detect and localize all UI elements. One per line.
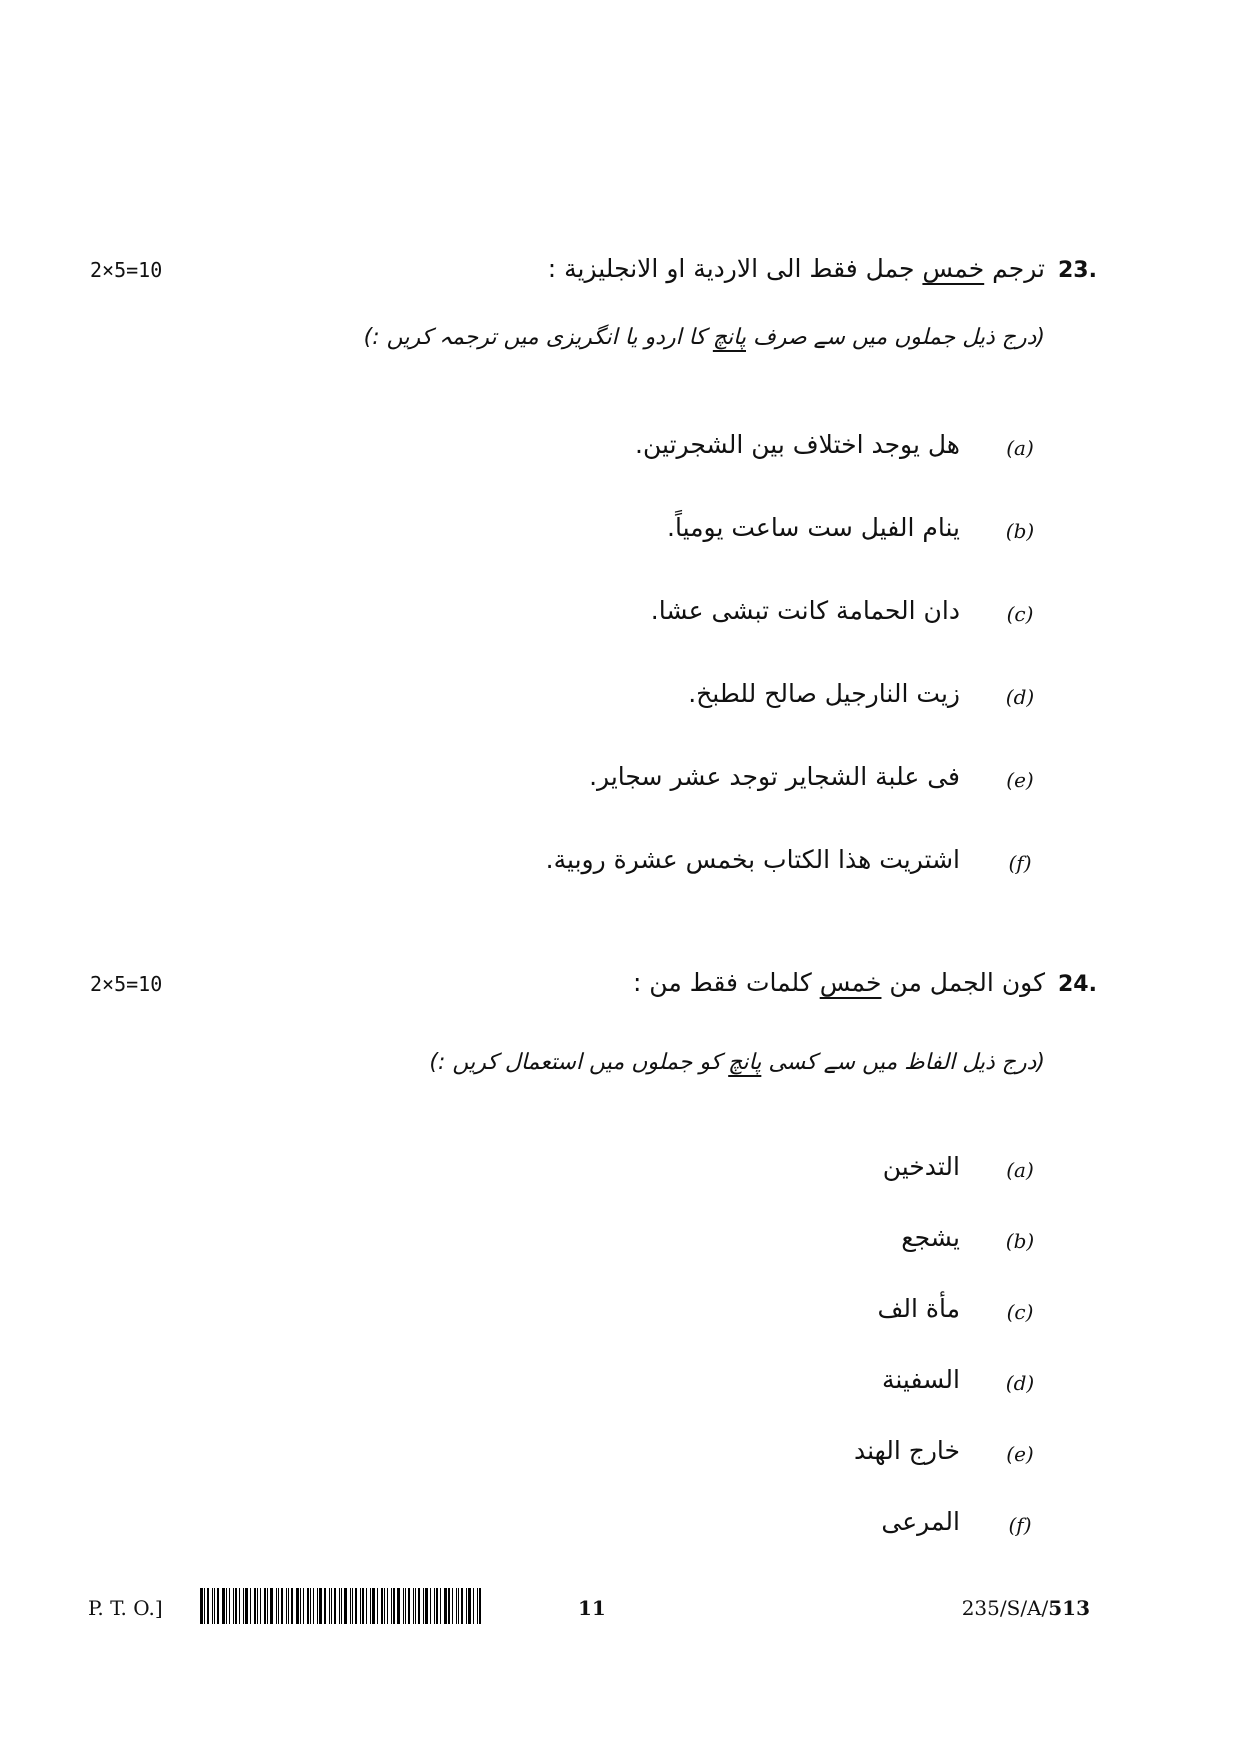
barcode-bar — [405, 1588, 406, 1624]
barcode-bar — [226, 1588, 227, 1624]
pto-label: P. T. O.] — [88, 1596, 163, 1620]
barcode-bar — [458, 1588, 459, 1624]
q23-ur-before: (درج ذیل جملوں میں سے صرف — [746, 325, 1045, 350]
q23-option-label: (b) — [1005, 519, 1035, 543]
barcode-bar — [319, 1588, 322, 1624]
barcode-bar — [397, 1588, 400, 1624]
barcode-bar — [440, 1588, 441, 1624]
q23-option-label: (f) — [1008, 851, 1032, 875]
barcode-bar — [360, 1588, 361, 1624]
q24-option-text: مأة الف — [877, 1294, 960, 1323]
q23-ur-after: کا اردو یا انگریزی میں ترجمہ کریں :) — [363, 325, 713, 350]
paper-code-number: 513 — [1048, 1596, 1090, 1620]
q23-option-label: (e) — [1006, 768, 1034, 792]
q24-option-text: المرعى — [881, 1507, 960, 1536]
barcode-bar — [393, 1588, 395, 1624]
barcode-bar — [344, 1588, 347, 1624]
q23-option-text: اشتريت هذا الكتاب بخمس عشرة روبية. — [545, 845, 960, 874]
q24-number: 24. — [1058, 972, 1097, 997]
barcode-bar — [425, 1588, 428, 1624]
barcode-bar — [384, 1588, 385, 1624]
barcode-bar — [473, 1588, 474, 1624]
barcode-bar — [468, 1588, 471, 1624]
barcode-bar — [254, 1588, 256, 1624]
q24-marks: 2×5=10 — [90, 972, 163, 996]
q23-urdu-instruction — [364, 325, 1045, 350]
barcode-bar — [214, 1588, 215, 1624]
barcode-bar — [456, 1588, 457, 1624]
barcode-bar — [377, 1588, 378, 1624]
barcode-bar — [276, 1588, 277, 1624]
barcode-bar — [217, 1588, 219, 1624]
barcode-bar — [461, 1588, 463, 1624]
barcode-bar — [408, 1588, 410, 1624]
q24-option-label: (a) — [1006, 1158, 1034, 1182]
barcode-bar — [387, 1588, 388, 1624]
q24-ar-underlined: خمس — [819, 968, 882, 997]
q24-ur-after: کو جملوں میں استعمال کریں :) — [429, 1050, 729, 1075]
q24-option-text: التدخين — [882, 1152, 960, 1181]
barcode-bar — [436, 1588, 438, 1624]
barcode-bar — [391, 1588, 392, 1624]
barcode-bar — [479, 1588, 481, 1624]
barcode-bar — [245, 1588, 248, 1624]
barcode-bar — [317, 1588, 318, 1624]
paper-code — [962, 1596, 1090, 1620]
barcode-bar — [381, 1588, 383, 1624]
barcode-bar — [233, 1588, 234, 1624]
barcode-bar — [313, 1588, 314, 1624]
barcode-bar — [291, 1588, 293, 1624]
barcode-bar — [444, 1588, 447, 1624]
q24-option-label: (c) — [1006, 1300, 1034, 1324]
barcode-bar — [300, 1588, 301, 1624]
barcode-bar — [334, 1588, 336, 1624]
barcode-bar — [329, 1588, 330, 1624]
q24-ar-before: كون الجمل من — [881, 968, 1045, 997]
paper-code-prefix: 235/S/A/ — [961, 1596, 1049, 1620]
barcode-bar — [403, 1588, 404, 1624]
barcode-bar — [362, 1588, 364, 1624]
barcode-bar — [235, 1588, 237, 1624]
q23-option-text: هل يوجد اختلاف بين الشجرتين. — [635, 430, 960, 459]
barcode-bar — [307, 1588, 309, 1624]
barcode-bar — [303, 1588, 304, 1624]
barcode-bar — [352, 1588, 353, 1624]
q24-option-label: (e) — [1006, 1442, 1034, 1466]
barcode-bar — [423, 1588, 424, 1624]
q24-option-label: (f) — [1008, 1513, 1032, 1537]
q23-option-text: ينام الفيل ست ساعت يومياً. — [667, 513, 960, 542]
barcode-bar — [466, 1588, 467, 1624]
barcode-bar — [281, 1588, 283, 1624]
barcode-bar — [239, 1588, 240, 1624]
barcode-bar — [250, 1588, 251, 1624]
q23-option-label: (c) — [1006, 602, 1034, 626]
q24-arabic-instruction — [633, 968, 1045, 997]
barcode-bar — [413, 1588, 414, 1624]
barcode-bar — [264, 1588, 266, 1624]
q23-option-label: (a) — [1006, 436, 1034, 460]
q23-option-text: دان الحمامة كانت تبشى عشا. — [650, 596, 960, 625]
barcode-bar — [212, 1588, 213, 1624]
barcode-bar — [415, 1588, 416, 1624]
q23-ar-before: ترجم — [984, 254, 1045, 283]
barcode-bar — [339, 1588, 340, 1624]
q24-option-text: يشجع — [901, 1223, 960, 1252]
barcode-bar — [243, 1588, 244, 1624]
q24-option-label: (b) — [1005, 1229, 1035, 1253]
q23-option-label: (d) — [1005, 685, 1035, 709]
barcode-bar — [310, 1588, 311, 1624]
barcode-bar — [257, 1588, 258, 1624]
q23-marks: 2×5=10 — [90, 258, 163, 282]
barcode-bar — [366, 1588, 367, 1624]
barcode-bar — [372, 1588, 375, 1624]
barcode-bar — [355, 1588, 357, 1624]
q23-number: 23. — [1058, 258, 1097, 283]
barcode-bar — [207, 1588, 209, 1624]
q24-ur-underlined: پانچ — [728, 1050, 762, 1075]
barcode-bar — [418, 1588, 420, 1624]
barcode — [200, 1588, 483, 1624]
q24-option-text: خارج الهند — [854, 1436, 960, 1465]
barcode-bar — [370, 1588, 371, 1624]
barcode-bar — [430, 1588, 431, 1624]
page-number: 11 — [578, 1596, 606, 1620]
barcode-bar — [229, 1588, 230, 1624]
barcode-bar — [286, 1588, 287, 1624]
q23-option-text: فى علبة الشجاير توجد عشر سجاير. — [589, 762, 960, 791]
barcode-bar — [288, 1588, 289, 1624]
q24-option-text: السفينة — [881, 1365, 960, 1394]
barcode-bar — [331, 1588, 332, 1624]
barcode-bar — [350, 1588, 351, 1624]
q24-ar-after: كلمات فقط من : — [632, 968, 820, 997]
barcode-bar — [270, 1588, 273, 1624]
barcode-bar — [477, 1588, 478, 1624]
q24-ur-before: (درج ذیل الفاظ میں سے کسی — [761, 1050, 1045, 1075]
barcode-bar — [204, 1588, 205, 1624]
barcode-bar — [278, 1588, 279, 1624]
q23-ar-after: جمل فقط الى الاردية او الانجليزية : — [547, 254, 923, 283]
barcode-bar — [267, 1588, 268, 1624]
barcode-bar — [341, 1588, 342, 1624]
barcode-bar — [260, 1588, 261, 1624]
q24-option-label: (d) — [1005, 1371, 1035, 1395]
q23-ar-underlined: خمس — [922, 254, 985, 283]
q23-arabic-instruction — [548, 254, 1045, 283]
q23-ur-underlined: پانچ — [712, 325, 746, 350]
barcode-bar — [434, 1588, 435, 1624]
barcode-bar — [200, 1588, 203, 1624]
q24-urdu-instruction — [429, 1050, 1045, 1075]
barcode-bar — [452, 1588, 453, 1624]
q23-option-text: زيت النارجيل صالح للطبخ. — [688, 679, 960, 708]
barcode-bar — [324, 1588, 326, 1624]
barcode-bar — [222, 1588, 225, 1624]
barcode-bar — [296, 1588, 299, 1624]
barcode-bar — [448, 1588, 450, 1624]
